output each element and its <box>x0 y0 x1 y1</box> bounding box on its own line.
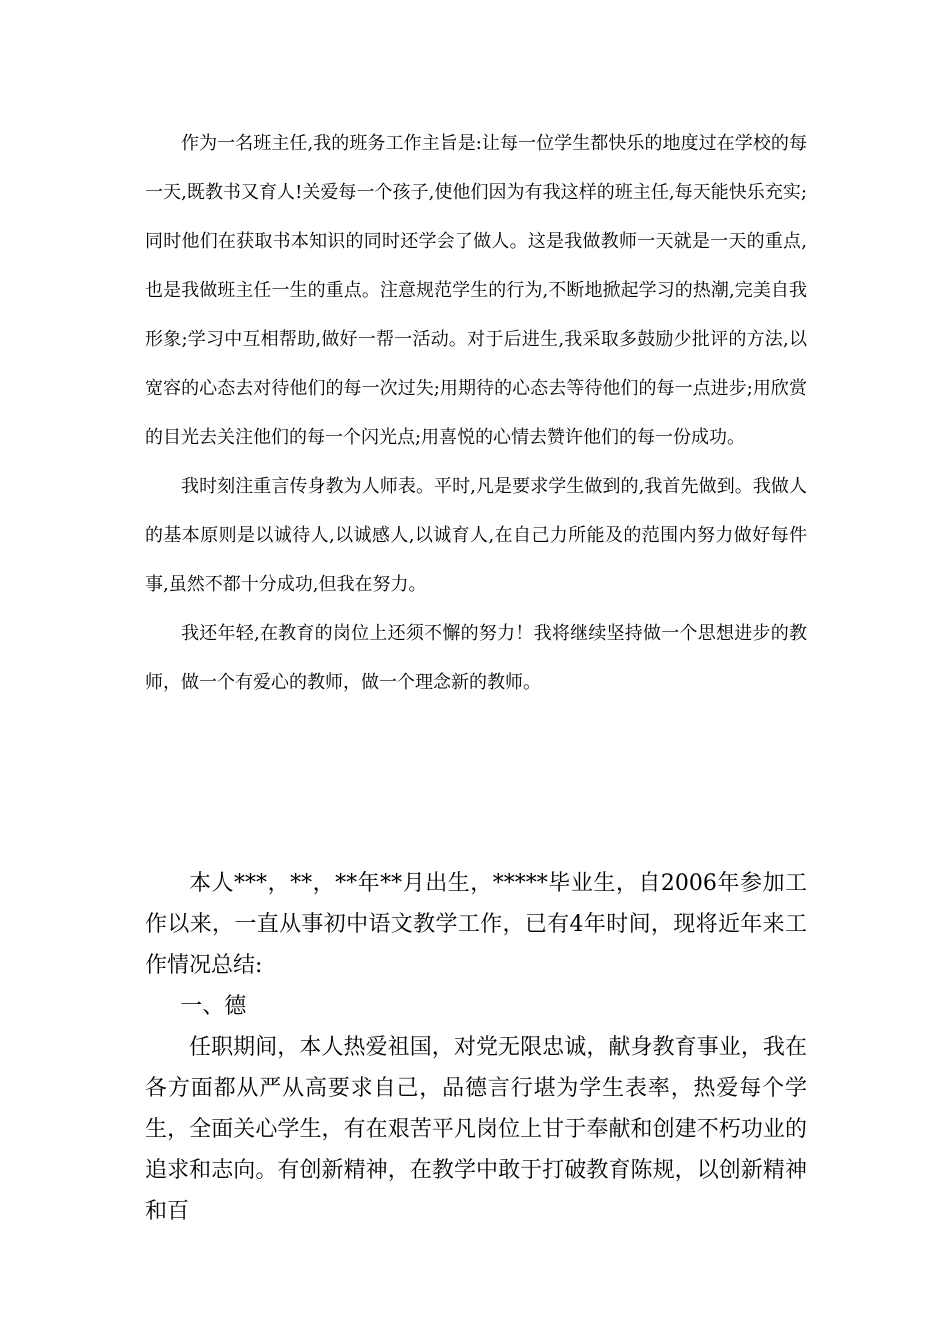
paragraph-future-effort: 我还年轻,在教育的岗位上还须不懈的努力！我将继续坚持做一个思想进步的教师，做一个有爱心的教师，做一个理念新的教师。 <box>145 623 807 693</box>
work-summary-section <box>145 863 807 1232</box>
paragraph-class-work-aim: 作为一名班主任,我的班务工作主旨是:让每一位学生都快乐的地度过在学校的每一天,既教书又育人!关爱每一个孩子,使他们因为有我这样的班主任,每天能快乐充实;同时他们在获取书本知识的同时还学会了做人。这是我做教师一天就是一天的重点,也是我做班主任一生的重点。注意规范学生的行为,不断地掀起学习的热潮,完美自我形象;学习中互相帮助,做好一帮一活动。对于后进生,我采取多鼓励少批评的方法,以宽容的心态去对待他们的每一次过失;用期待的心态去等待他们的每一点进步;用欣赏的目光去关注他们的每一个闪光点;用喜悦的心情去赞许他们的每一份成功。 <box>145 133 807 448</box>
paragraph-lead-by-example: 我时刻注重言传身教为人师表。平时,凡是要求学生做到的,我首先做到。我做人的基本原则是以诚待人,以诚感人,以诚育人,在自己力所能及的范围内努力做好每件事,虽然不都十分成功,但我在努力。 <box>145 476 807 595</box>
paragraph-morality: 任职期间，本人热爱祖国，对党无限忠诚，献身教育事业，我在各方面都从严从高要求自己，品德言行堪为学生表率，热爱每个学生，全面关心学生，有在艰苦平凡岗位上甘于奉献和创建不朽功业的追求和志向。有创新精神，在教学中敢于打破教育陈规，以创新精神和百 <box>145 1035 807 1224</box>
essay-section-class-teacher <box>145 119 807 707</box>
heading-morality: 一、德 <box>180 994 247 1019</box>
paragraph-summary-intro: 本人***，**，**年**月出生，*****毕业生，自2006年参加工作以来，一直从事初中语文教学工作，已有4年时间，现将近年来工作情况总结: <box>145 871 807 978</box>
